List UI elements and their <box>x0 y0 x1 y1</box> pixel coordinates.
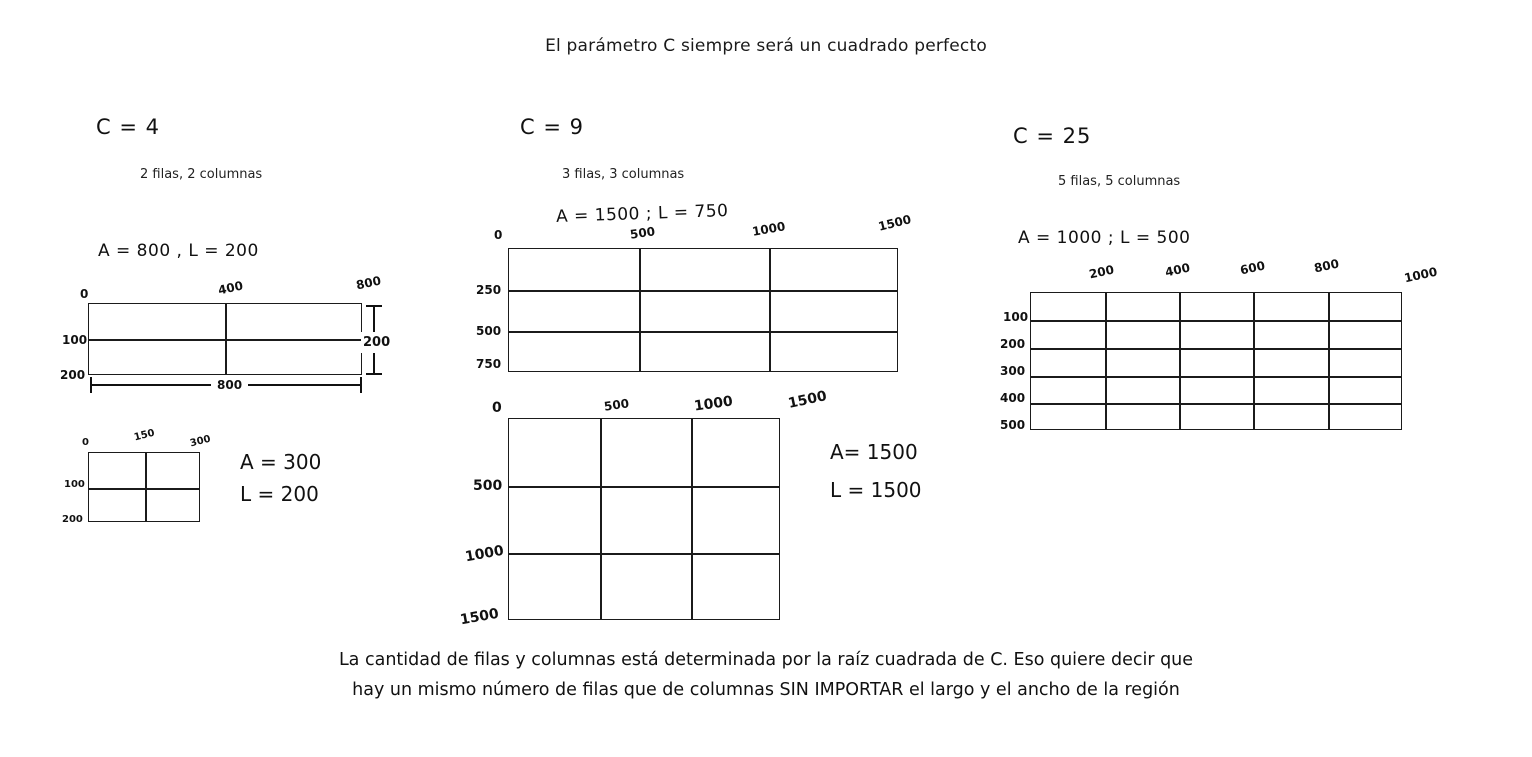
case-sublabel-c4: 2 filas, 2 columnas <box>140 167 263 182</box>
grid-c4-800x200 <box>88 303 362 375</box>
dimension-label-width: 800 <box>211 378 248 392</box>
label-c9-grid2-l: L = 1500 <box>830 478 922 502</box>
grid-hline <box>89 339 361 341</box>
grid-c9-1500x1500 <box>508 418 780 620</box>
footer-line-2: hay un mismo número de filas que de columnas SIN IMPORTAR el largo y el ancho de la región <box>352 680 1180 700</box>
case-label-c4: C = 4 <box>96 115 160 139</box>
tick-x-1000: 1000 <box>693 393 734 415</box>
tick-x-300: 300 <box>188 433 212 450</box>
grid-hline <box>1031 376 1401 378</box>
tick-x-0: 0 <box>82 437 89 448</box>
grid-hline <box>1031 403 1401 405</box>
tick-y-750: 750 <box>476 357 502 371</box>
case-label-c25: C = 25 <box>1013 124 1092 148</box>
case-c25-grid1-caption: A = 1000 ; L = 500 <box>1018 228 1191 248</box>
grid-vline <box>1328 293 1330 429</box>
grid-hline <box>509 290 897 292</box>
grid-hline <box>1031 348 1401 350</box>
tick-y-200: 200 <box>62 514 83 525</box>
tick-y-200: 200 <box>1000 337 1026 351</box>
grid-hline <box>509 331 897 333</box>
dimension-label-height: 200 <box>361 332 392 353</box>
tick-x-500: 500 <box>603 396 630 414</box>
grid-hline <box>509 553 779 555</box>
grid-vline <box>691 419 693 619</box>
label-c4-grid2-a: A = 300 <box>240 450 322 474</box>
tick-y-500: 500 <box>1000 418 1026 432</box>
grid-vline <box>1105 293 1107 429</box>
tick-x-0: 0 <box>494 228 503 242</box>
footer-line-1: La cantidad de filas y columnas está determinada por la raíz cuadrada de C. Eso quiere decir que <box>338 650 1194 670</box>
label-c9-grid2-a: A= 1500 <box>830 440 918 464</box>
tick-x-400: 400 <box>1163 260 1192 280</box>
tick-y-400: 400 <box>1000 391 1026 405</box>
dimension-cap-bottom <box>366 373 382 375</box>
grid-vline <box>1179 293 1181 429</box>
footer-text <box>0 645 1532 705</box>
grid-hline <box>1031 320 1401 322</box>
grid-hline <box>509 486 779 488</box>
tick-x-1500: 1500 <box>786 388 829 412</box>
tick-y-1500: 1500 <box>458 605 501 629</box>
tick-x-0: 0 <box>80 287 89 301</box>
tick-x-500: 500 <box>629 224 656 242</box>
label-c4-grid2-l: L = 200 <box>240 482 319 506</box>
page-title: El parámetro C siempre será un cuadrado perfecto <box>545 36 987 56</box>
tick-x-0: 0 <box>492 400 502 416</box>
tick-x-1000: 1000 <box>1402 264 1439 286</box>
tick-x-800: 800 <box>1312 256 1341 276</box>
tick-y-100: 100 <box>62 333 88 347</box>
case-sublabel-c25: 5 filas, 5 columnas <box>1058 174 1181 189</box>
tick-x-800: 800 <box>354 273 383 293</box>
tick-y-250: 250 <box>476 283 502 297</box>
case-label-c9: C = 9 <box>520 115 584 139</box>
dimension-cap-top <box>366 305 382 307</box>
grid-c9-1500x750 <box>508 248 898 372</box>
dimension-cap-left <box>90 377 92 393</box>
tick-x-400: 400 <box>216 278 245 298</box>
tick-x-150: 150 <box>132 427 156 444</box>
tick-y-1000: 1000 <box>463 542 506 566</box>
tick-x-200: 200 <box>1087 262 1116 282</box>
grid-c25-1000x500 <box>1030 292 1402 430</box>
tick-y-200: 200 <box>60 368 86 382</box>
grid-hline <box>89 488 199 490</box>
tick-y-500: 500 <box>476 324 502 338</box>
tick-y-500: 500 <box>473 478 503 494</box>
tick-x-1000: 1000 <box>751 219 787 239</box>
dimension-cap-right <box>360 377 362 393</box>
case-c4-grid1-caption: A = 800 , L = 200 <box>98 241 259 261</box>
grid-vline <box>1253 293 1255 429</box>
grid-vline <box>145 453 147 521</box>
tick-y-100: 100 <box>64 479 85 490</box>
grid-vline <box>769 249 771 371</box>
case-c9-grid1-caption: A = 1500 ; L = 750 <box>555 200 729 228</box>
tick-x-1500: 1500 <box>876 212 913 234</box>
case-sublabel-c9: 3 filas, 3 columnas <box>562 167 685 182</box>
grid-c4-300x200 <box>88 452 200 522</box>
tick-x-600: 600 <box>1238 258 1267 278</box>
tick-y-300: 300 <box>1000 364 1026 378</box>
tick-y-100: 100 <box>1003 310 1029 324</box>
grid-vline <box>639 249 641 371</box>
grid-vline <box>600 419 602 619</box>
